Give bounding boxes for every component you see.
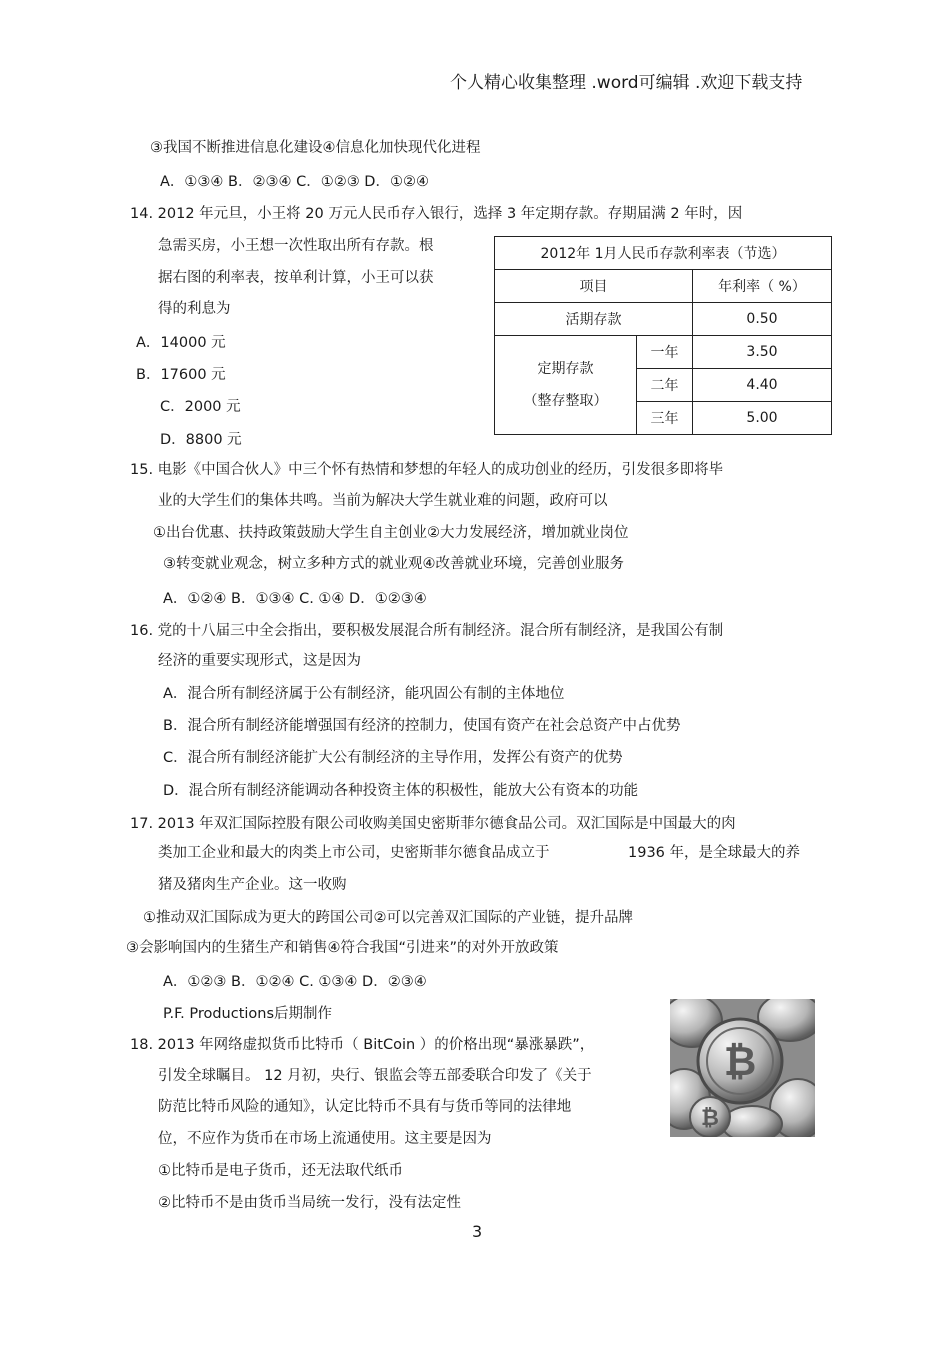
q16-option-c: C．混合所有制经济能扩大公有制经济的主导作用，发挥公有资产的优势 (163, 750, 623, 766)
q16-stem-line2: 经济的重要实现形式，这是因为 (158, 653, 361, 669)
table-header-item: 项目 (495, 270, 693, 303)
prev-question-options: A．①③④ B．②③④ C．①②③ D．①②④ (160, 174, 429, 190)
credit-text: P.F. Productions后期制作 (163, 1006, 333, 1022)
q15-item-2: ③转变就业观念，树立多种方式的就业观④改善就业环境，完善创业服务 (163, 556, 624, 572)
rate-2y: 4.40 (693, 369, 832, 402)
q18-stem-line4: 位，不应作为货币在市场上流通使用。这主要是因为 (158, 1131, 492, 1147)
table-title: 2012年 1月人民币存款利率表（节选） (495, 237, 832, 270)
demand-deposit-rate: 0.50 (693, 303, 832, 336)
q18-stem-line1: 18. 2013 年网络虚拟货币比特币（ BitCoin ）的价格出现“暴涨暴跌”， (130, 1037, 595, 1053)
rate-1y: 3.50 (693, 336, 832, 369)
page-header: 个人精心收集整理 .word可编辑 .欢迎下载支持 (450, 73, 803, 93)
q17-item-1: ①推动双汇国际成为更大的跨国公司②可以完善双汇国际的产业链，提升品牌 (143, 910, 633, 926)
q15-item-1: ①出台优惠、扶持政策鼓励大学生自主创业②大力发展经济，增加就业岗位 (153, 525, 629, 541)
q14-stem-line4: 得的利息为 (158, 301, 231, 317)
q15-stem-line2: 业的大学生们的集体共鸣。当前为解决大学生就业难的问题，政府可以 (158, 493, 608, 509)
q14-stem-line3: 据右图的利率表，按单利计算，小王可以获 (158, 270, 434, 286)
svg-text:₿: ₿ (701, 1106, 719, 1131)
q14-option-a: A．14000 元 (136, 335, 226, 351)
prev-question-line: ③我国不断推进信息化建设④信息化加快现代化进程 (150, 140, 481, 156)
q16-stem-line1: 16. 党的十八届三中全会指出，要积极发展混合所有制经济。混合所有制经济，是我国公有制 (130, 623, 724, 639)
q18-stem-line3: 防范比特币风险的通知》，认定比特币不具有与货币等同的法律地 (158, 1099, 572, 1115)
bitcoin-photo (670, 999, 815, 1137)
q17-stem-line2b: 1936 年，是全球最大的养 (628, 845, 801, 861)
q16-option-d: D．混合所有制经济能调动各种投资主体的积极性，能放大公有资本的功能 (163, 783, 639, 799)
q14-stem-line1: 14. 2012 年元旦，小王将 20 万元人民币存入银行，选择 3 年定期存款。存期届满 2 年时，因 (130, 206, 743, 222)
q16-option-a: A．混合所有制经济属于公有制经济，能巩固公有制的主体地位 (163, 686, 565, 702)
q17-options: A．①②③ B．①②④ C. ①③④ D．②③④ (163, 974, 427, 990)
bitcoin-coins-illustration (670, 999, 815, 1137)
q18-stem-line2: 引发全球瞩目。 12 月初，央行、银监会等五部委联合印发了《关于 (158, 1068, 592, 1084)
rate-3y: 5.00 (693, 402, 832, 435)
term-1y: 一年 (637, 336, 693, 369)
term-3y: 三年 (637, 402, 693, 435)
q18-item-2: ②比特币不是由货币当局统一发行，没有法定性 (158, 1195, 461, 1211)
table-header-rate: 年利率（ %） (693, 270, 832, 303)
q14-option-b: B．17600 元 (136, 367, 226, 383)
q14-option-c: C．2000 元 (160, 399, 241, 415)
demand-deposit-label: 活期存款 (495, 303, 693, 336)
svg-text:₿: ₿ (723, 1039, 757, 1085)
q17-stem-line2a: 类加工企业和最大的肉类上市公司，史密斯菲尔德食品成立于 (158, 845, 550, 861)
fixed-deposit-label-line1: 定期存款 (537, 361, 594, 377)
q14-option-d: D．8800 元 (160, 432, 242, 448)
interest-rate-table (494, 236, 832, 435)
fixed-deposit-label (495, 336, 637, 435)
q16-option-b: B．混合所有制经济能增强国有经济的控制力，使国有资产在社会总资产中占优势 (163, 718, 681, 734)
q17-item-2: ③会影响国内的生猪生产和销售④符合我国“引进来”的对外开放政策 (126, 940, 559, 956)
q18-item-1: ①比特币是电子货币，还无法取代纸币 (158, 1163, 403, 1179)
q14-stem-line2: 急需买房，小王想一次性取出所有存款。根 (158, 238, 434, 254)
q17-stem-line1: 17. 2013 年双汇国际控股有限公司收购美国史密斯菲尔德食品公司。双汇国际是中国最大的肉 (130, 816, 736, 832)
q15-options: A．①②④ B．①③④ C. ①④ D．①②③④ (163, 591, 427, 607)
q15-stem-line1: 15. 电影《中国合伙人》中三个怀有热情和梦想的年轻人的成功创业的经历，引发很多即将毕 (130, 462, 724, 478)
page-number: 3 (472, 1222, 483, 1241)
fixed-deposit-label-line2: （整存整取） (523, 393, 608, 409)
q17-stem-line3: 猪及猪肉生产企业。这一收购 (158, 877, 347, 893)
term-2y: 二年 (637, 369, 693, 402)
